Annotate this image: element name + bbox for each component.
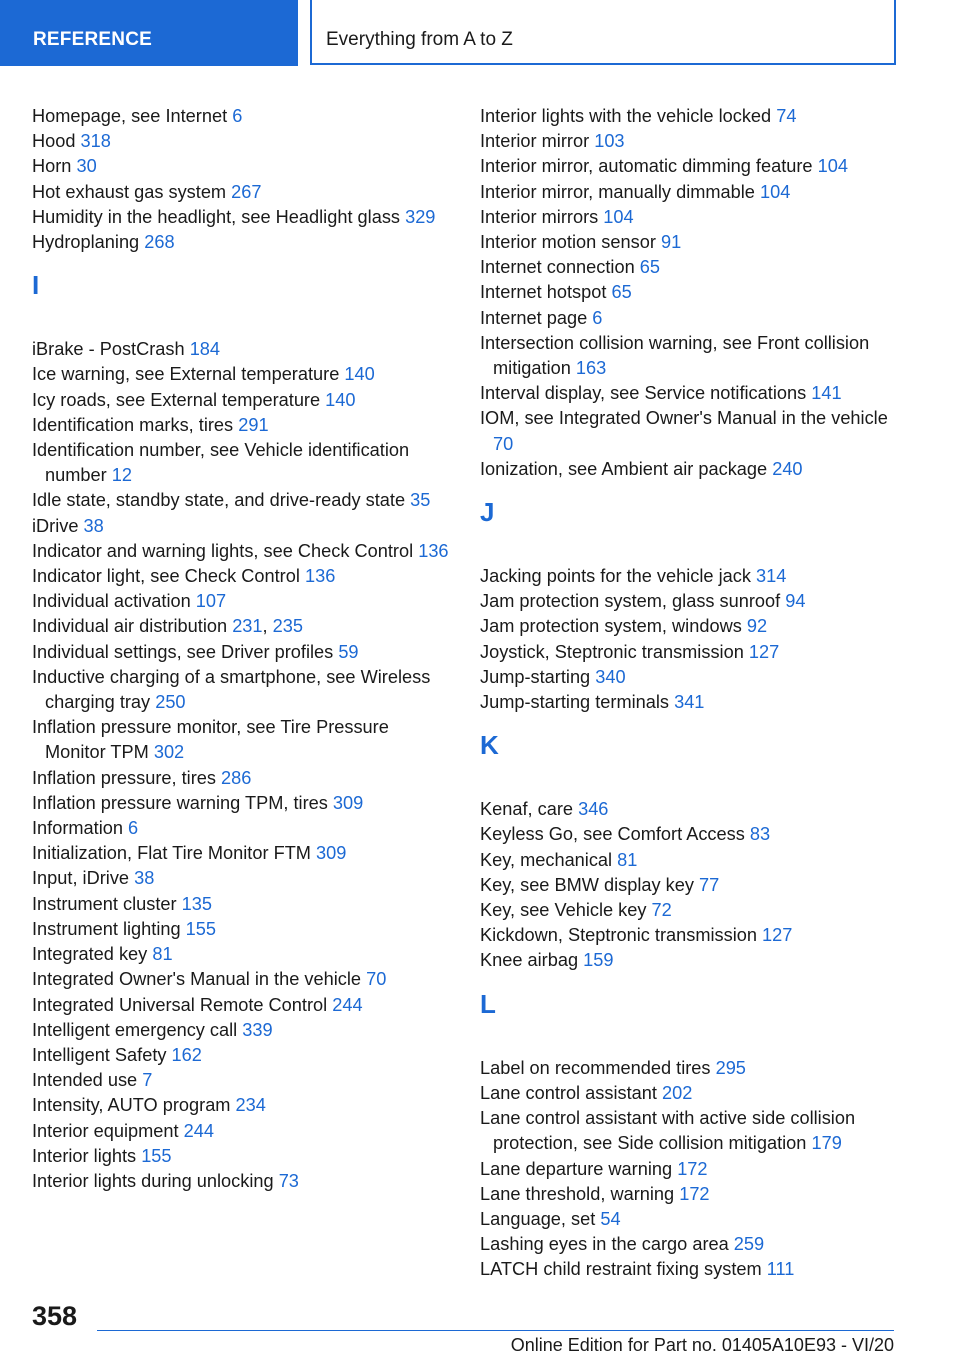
index-term: Jam protection system, windows: [480, 616, 742, 637]
index-term: Interior equipment: [32, 1120, 179, 1141]
page-reference-link[interactable]: 73: [278, 1170, 299, 1191]
page-reference-link[interactable]: 244: [332, 994, 363, 1015]
index-term: Intelligent emergency call: [32, 1019, 238, 1040]
index-entry: [480, 180, 900, 205]
section-title: REFERENCE: [33, 29, 152, 50]
index-term: Interior motion sensor: [480, 232, 656, 253]
page-reference-link[interactable]: 30: [76, 156, 97, 177]
index-entry: [480, 230, 900, 255]
page-reference-link[interactable]: 72: [651, 900, 672, 921]
index-entry: [480, 331, 900, 381]
index-entry: [32, 942, 452, 967]
index-column-left: [32, 104, 452, 1194]
page-reference-link[interactable]: 104: [603, 206, 634, 227]
page-reference-link[interactable]: 184: [189, 339, 221, 360]
page-reference-link[interactable]: 70: [493, 433, 514, 454]
page-reference-link[interactable]: 155: [141, 1145, 172, 1166]
index-term: Lane departure warning: [480, 1158, 673, 1179]
index-entry: [32, 640, 452, 665]
index-entry: [480, 690, 900, 715]
index-term: Inflation pressure, tires: [32, 767, 216, 788]
index-entry: [32, 665, 452, 715]
index-entry: [32, 154, 452, 179]
footer-divider: [97, 1330, 894, 1331]
index-term: Knee airbag: [480, 950, 579, 971]
page-reference-link[interactable]: 140: [325, 389, 356, 410]
page-reference-link[interactable]: 291: [238, 414, 269, 435]
page-reference-link[interactable]: 346: [578, 799, 609, 820]
index-entry: [32, 791, 452, 816]
chapter-title: Everything from A to Z: [326, 29, 513, 50]
page-reference-link[interactable]: 127: [762, 925, 793, 946]
index-term: Indicator light, see Check Control: [32, 566, 300, 587]
index-term: Intensity, AUTO program: [32, 1095, 231, 1116]
index-entry: [480, 1232, 900, 1257]
page-reference-link[interactable]: 314: [756, 566, 787, 587]
page-number: 358: [32, 1301, 78, 1331]
index-entry: [480, 564, 900, 589]
index-entry: [480, 822, 900, 847]
index-entry: [32, 438, 452, 488]
page-reference-link[interactable]: 155: [185, 918, 217, 939]
index-term: Joystick, Steptronic transmission: [480, 641, 744, 662]
index-entry: [32, 564, 452, 589]
index-term: Interior lights during unlocking: [32, 1170, 274, 1191]
index-term: Idle state, standby state, and drive-ready state: [32, 490, 406, 511]
index-entry: [480, 898, 900, 923]
index-entry: [32, 1144, 452, 1169]
index-entry: [32, 230, 452, 255]
page-reference-link[interactable]: 235: [272, 616, 304, 637]
index-entry: [32, 362, 452, 387]
index-term: Key, see BMW display key: [480, 874, 694, 895]
index-letter-heading: I: [32, 270, 40, 301]
page-reference-link[interactable]: 107: [195, 591, 227, 612]
page-reference-link[interactable]: 38: [83, 515, 104, 536]
index-term: Interior mirror: [480, 131, 590, 152]
index-column-right: [480, 104, 900, 1283]
index-term: Internet hotspot: [480, 282, 607, 303]
page-reference-link[interactable]: 162: [171, 1044, 202, 1065]
index-term: Lane control assistant: [480, 1082, 657, 1103]
page-reference-link[interactable]: 172: [677, 1158, 708, 1179]
page-reference-link[interactable]: 302: [153, 742, 185, 763]
index-term: Jacking points for the vehicle jack: [480, 566, 751, 587]
index-term: Homepage, see Internet: [32, 106, 228, 126]
index-term: Intersection collision warning, see Front collision mitigation: [480, 332, 870, 379]
index-term: Ice warning, see External temperature: [32, 364, 340, 385]
index-term: Interior mirror, manually dimmable: [480, 181, 755, 202]
index-term: Interval display, see Service notifications: [480, 383, 807, 404]
index-entry: [480, 381, 900, 406]
index-entry: [32, 488, 452, 513]
page-reference-link[interactable]: 318: [80, 131, 111, 152]
page-reference-link[interactable]: 135: [181, 893, 212, 914]
index-entry: [32, 205, 452, 230]
index-term: Interior mirrors: [480, 206, 599, 227]
index-entry: [32, 967, 452, 992]
index-term: Input, iDrive: [32, 868, 130, 889]
page-reference-link[interactable]: 202: [662, 1082, 693, 1103]
page-reference-link[interactable]: 329: [405, 206, 436, 227]
index-term: Identification number, see Vehicle identification number: [32, 440, 410, 486]
page-reference-link[interactable]: 140: [344, 364, 375, 385]
index-entry: [480, 640, 900, 665]
index-entry: [480, 1081, 900, 1106]
index-term: IOM, see Integrated Owner's Manual in the vehicle: [480, 408, 888, 429]
page-reference-link[interactable]: 103: [594, 131, 625, 152]
page-reference-link[interactable]: 244: [183, 1120, 215, 1141]
index-entry: [32, 1169, 452, 1194]
index-term: Intelligent Safety: [32, 1044, 167, 1065]
index-entry: [480, 1257, 900, 1282]
index-entry: [32, 1119, 452, 1144]
index-term: Icy roads, see External temperature: [32, 389, 321, 410]
index-entry: [480, 280, 900, 305]
page-reference-link[interactable]: 341: [674, 692, 705, 713]
index-entry: [32, 766, 452, 791]
index-term: Lashing eyes in the cargo area: [480, 1234, 729, 1255]
index-term: Initialization, Flat Tire Monitor FTM: [32, 843, 311, 864]
index-entry: [32, 1068, 452, 1093]
index-entry: [480, 1157, 900, 1182]
index-entry: [480, 306, 900, 331]
page-reference-link[interactable]: 309: [332, 792, 364, 813]
index-entry: [32, 337, 452, 362]
index-entry: [32, 993, 452, 1018]
index-term: Key, mechanical: [480, 849, 613, 870]
page-reference-link[interactable]: 65: [611, 282, 632, 303]
page-reference-link[interactable]: 74: [776, 106, 797, 126]
edition-note: Online Edition for Part no. 01405A10E93 - VI/20: [510, 1335, 894, 1355]
index-entry: [480, 1056, 900, 1081]
index-entry: [32, 388, 452, 413]
index-entry: [480, 948, 900, 973]
index-entry: [32, 129, 452, 154]
index-entry: [480, 1207, 900, 1232]
index-term: Internet connection: [480, 257, 635, 278]
index-entry: [480, 205, 900, 230]
page-reference-link[interactable]: 77: [699, 874, 720, 895]
page-reference-link[interactable]: 127: [748, 641, 780, 662]
index-term: Intended use: [32, 1070, 138, 1091]
page-reference-link[interactable]: 104: [817, 156, 848, 177]
index-term: Integrated Universal Remote Control: [32, 994, 328, 1015]
index-entry: [480, 614, 900, 639]
index-entry: [32, 892, 452, 917]
index-term: Lane control assistant with active side collision protection, see Side collision mitigation: [480, 1108, 856, 1154]
index-term: Integrated key: [32, 944, 148, 965]
index-entry: [480, 1106, 900, 1156]
index-entry: [32, 514, 452, 539]
page-reference-link[interactable]: 104: [759, 181, 791, 202]
index-term: Individual settings, see Driver profiles: [32, 641, 334, 662]
index-entry: [480, 665, 900, 690]
page-reference-link[interactable]: 136: [418, 540, 449, 561]
index-term: Lane threshold, warning: [480, 1183, 675, 1204]
page-reference-link[interactable]: 6: [232, 106, 243, 126]
index-term: Jump-starting: [480, 666, 591, 687]
page-reference-link[interactable]: 111: [766, 1259, 795, 1280]
page-reference-link[interactable]: 59: [338, 641, 359, 662]
index-entry: [480, 457, 900, 482]
index-term: Identification marks, tires: [32, 414, 234, 435]
page-reference-link[interactable]: 12: [111, 465, 132, 486]
index-term: Interior mirror, automatic dimming feature: [480, 156, 813, 177]
page-reference-link[interactable]: 250: [155, 692, 186, 713]
page-reference-link[interactable]: 231: [232, 616, 263, 637]
page-reference-link[interactable]: 163: [575, 358, 607, 379]
page-reference-link[interactable]: 159: [583, 950, 614, 971]
index-entry: [32, 180, 452, 205]
page-reference-link[interactable]: 35: [410, 490, 431, 511]
page-reference-link[interactable]: 65: [639, 257, 660, 278]
page-reference-link[interactable]: 83: [749, 824, 771, 845]
section-tab: [0, 0, 298, 66]
index-entry: [32, 715, 452, 765]
index-entry: [480, 129, 900, 154]
index-term: Inflation pressure monitor, see Tire Pressure Monitor TPM: [32, 717, 389, 763]
page-reference-link[interactable]: 81: [152, 944, 173, 965]
page-reference-link[interactable]: 240: [772, 458, 803, 479]
index-entry: [480, 848, 900, 873]
page-reference-link[interactable]: 309: [316, 843, 347, 864]
index-entry: [32, 413, 452, 438]
page-reference-link[interactable]: 340: [595, 666, 626, 687]
index-term: Indicator and warning lights, see Check Control: [32, 540, 414, 561]
index-term: Integrated Owner's Manual in the vehicle: [32, 969, 362, 990]
page-reference-link[interactable]: 81: [617, 849, 638, 870]
page-reference-link[interactable]: 6: [128, 818, 139, 839]
page-reference-link[interactable]: 179: [811, 1133, 842, 1154]
index-entry: [32, 816, 452, 841]
index-term: LATCH child restraint fixing system: [480, 1259, 762, 1280]
index-entry: [480, 406, 900, 456]
page-reference-link[interactable]: 92: [746, 616, 768, 637]
index-term: Kickdown, Steptronic transmission: [480, 925, 757, 946]
index-term: Jam protection system, glass sunroof: [480, 591, 781, 612]
page-reference-link[interactable]: 267: [231, 181, 262, 202]
page-reference-link[interactable]: 136: [304, 566, 336, 587]
page-reference-link[interactable]: 91: [660, 232, 682, 253]
index-entry: [32, 1043, 452, 1068]
page-reference-link[interactable]: 268: [144, 232, 175, 253]
index-term: Language, set: [480, 1208, 596, 1229]
index-term: Information: [32, 818, 123, 839]
index-entry: [480, 154, 900, 179]
index-entry: [32, 104, 452, 129]
index-term: Internet page: [480, 307, 588, 328]
chapter-header: [310, 0, 896, 65]
index-entry: [480, 1182, 900, 1207]
page-reference-link[interactable]: 38: [134, 868, 155, 889]
index-entry: [32, 841, 452, 866]
index-term: Interior lights: [32, 1145, 137, 1166]
page-reference-link[interactable]: 141: [811, 383, 842, 404]
index-term: Kenaf, care: [480, 799, 574, 820]
index-term: Individual air distribution: [32, 616, 228, 637]
index-term: Humidity in the headlight, see Headlight glass: [32, 206, 401, 227]
page-reference-link[interactable]: 70: [366, 969, 387, 990]
index-term: Label on recommended tires: [480, 1057, 711, 1078]
index-entry: Individual air distribution 231, 235: [32, 616, 304, 637]
index-entry: [480, 104, 900, 129]
page-reference-link[interactable]: 7: [142, 1070, 153, 1091]
page-reference-link[interactable]: 286: [221, 767, 252, 788]
index-entry: [480, 589, 900, 614]
index-term: Inflation pressure warning TPM, tires: [32, 792, 328, 813]
index-entry: [480, 797, 900, 822]
index-letter-heading: K: [480, 730, 499, 761]
index-term: Hot exhaust gas system: [32, 181, 227, 202]
page-reference-link[interactable]: 94: [785, 591, 806, 612]
index-entry: [32, 539, 452, 564]
index-term: Interior lights with the vehicle locked: [480, 106, 772, 126]
index-term: Individual activation: [32, 591, 191, 612]
index-term: Hydroplaning: [32, 232, 140, 253]
index-term: Instrument cluster: [32, 893, 177, 914]
page-reference-link[interactable]: 172: [679, 1183, 710, 1204]
index-entry: [480, 873, 900, 898]
index-term: Keyless Go, see Comfort Access: [480, 824, 745, 845]
index-term: Instrument lighting: [32, 918, 181, 939]
page-reference-link[interactable]: 259: [733, 1234, 765, 1255]
index-entry: [32, 917, 452, 942]
index-term: Key, see Vehicle key: [480, 900, 647, 921]
index-entry: [480, 255, 900, 280]
index-entry: [32, 1018, 452, 1043]
index-term: Ionization, see Ambient air package: [480, 458, 768, 479]
index-letter-heading: L: [480, 988, 496, 1019]
index-entry: [32, 1093, 452, 1118]
index-term: Inductive charging of a smartphone, see Wireless charging tray: [32, 666, 431, 713]
page-reference-link[interactable]: 339: [242, 1019, 273, 1040]
index-term: iDrive: [32, 515, 79, 536]
index-term: Jump-starting terminals: [480, 692, 670, 713]
page-reference-link[interactable]: 234: [235, 1095, 266, 1116]
index-entry: [480, 923, 900, 948]
index-term: iBrake - PostCrash: [32, 339, 185, 360]
index-term: Hood: [32, 131, 76, 152]
index-letter-heading: J: [480, 497, 495, 528]
index-term: Horn: [32, 156, 72, 177]
page-reference-link[interactable]: 6: [592, 307, 603, 328]
page-reference-link[interactable]: 54: [600, 1208, 621, 1229]
page-reference-link[interactable]: 295: [715, 1057, 746, 1078]
index-entry: [32, 866, 452, 891]
index-entry: [32, 589, 452, 614]
